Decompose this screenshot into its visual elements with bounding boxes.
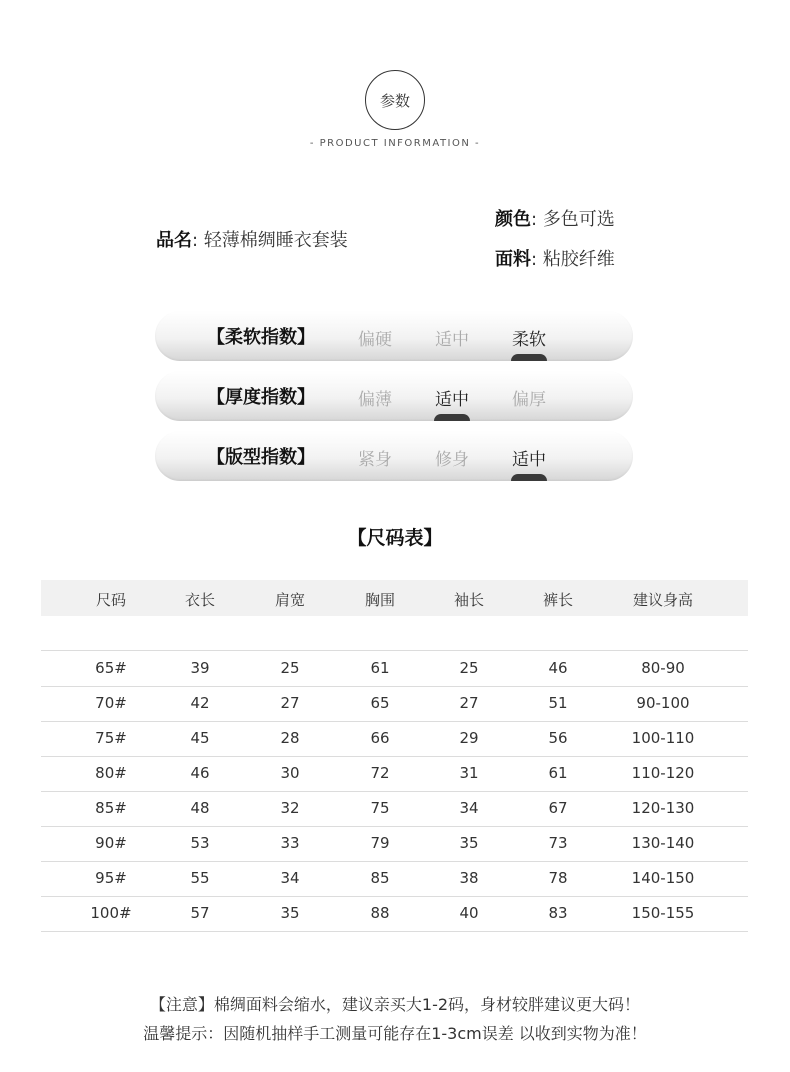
measurement-note: 温馨提示：因随机抽样手工测量可能存在1-3cm误差 以收到实物为准！ <box>143 1024 647 1043</box>
cell-shoulder: 33 <box>280 834 300 852</box>
care-note: 【注意】棉绸面料会缩水，建议亲买大1-2码，身材较胖建议更大码！ <box>149 995 641 1014</box>
thickness-indicator <box>434 414 470 421</box>
cell-chest: 75 <box>370 799 390 817</box>
product-color-row <box>495 205 615 231</box>
cell-pants-length: 78 <box>548 869 568 887</box>
cell-sleeve: 27 <box>459 694 479 712</box>
cell-sleeve: 34 <box>459 799 479 817</box>
table-row <box>41 791 748 827</box>
cell-pants-length: 61 <box>548 764 568 782</box>
size-table-title: 【尺码表】 <box>347 527 443 549</box>
cell-length: 57 <box>190 904 210 922</box>
cell-height: 90-100 <box>636 694 690 712</box>
cell-chest: 65 <box>370 694 390 712</box>
cell-size: 90# <box>95 834 127 852</box>
header-height: 建议身高 <box>632 591 693 609</box>
cell-height: 100-110 <box>631 729 695 747</box>
cell-chest: 88 <box>370 904 390 922</box>
cell-shoulder: 34 <box>280 869 300 887</box>
thickness-index-label: 【厚度指数】 <box>207 387 315 408</box>
cell-length: 53 <box>190 834 210 852</box>
cell-chest: 66 <box>370 729 390 747</box>
fit-option-2: 修身 <box>435 450 469 470</box>
cell-sleeve: 35 <box>459 834 479 852</box>
table-row <box>41 756 748 792</box>
table-row <box>41 826 748 862</box>
cell-length: 39 <box>190 659 210 677</box>
cell-length: 42 <box>190 694 210 712</box>
fit-indicator <box>511 474 547 481</box>
cell-height: 130-140 <box>631 834 695 852</box>
header-chest: 胸围 <box>364 591 395 609</box>
cell-length: 45 <box>190 729 210 747</box>
cell-chest: 72 <box>370 764 390 782</box>
table-row <box>41 896 748 932</box>
section-subtitle: - PRODUCT INFORMATION - <box>309 138 481 149</box>
fit-option-3: 适中 <box>512 450 546 470</box>
cell-sleeve: 40 <box>459 904 479 922</box>
softness-index-bar <box>155 311 633 361</box>
cell-pants-length: 67 <box>548 799 568 817</box>
header-sleeve: 袖长 <box>453 591 484 609</box>
header-shoulder: 肩宽 <box>274 591 305 609</box>
table-row <box>41 861 748 897</box>
cell-sleeve: 38 <box>459 869 479 887</box>
cell-size: 95# <box>95 869 127 887</box>
softness-index-label: 【柔软指数】 <box>207 327 315 348</box>
cell-length: 46 <box>190 764 210 782</box>
product-color-value: 多色可选 <box>542 209 615 230</box>
header-size: 尺码 <box>95 591 126 609</box>
cell-sleeve: 31 <box>459 764 479 782</box>
cell-height: 140-150 <box>631 869 695 887</box>
cell-size: 80# <box>95 764 127 782</box>
cell-pants-length: 56 <box>548 729 568 747</box>
table-row <box>41 686 748 722</box>
cell-length: 48 <box>190 799 210 817</box>
product-fabric-row <box>495 245 615 271</box>
cell-shoulder: 27 <box>280 694 300 712</box>
cell-shoulder: 28 <box>280 729 300 747</box>
table-row <box>41 651 748 687</box>
softness-option-1: 偏硬 <box>358 330 392 350</box>
cell-height: 110-120 <box>631 764 695 782</box>
cell-pants-length: 73 <box>548 834 568 852</box>
product-name-value: 轻薄棉绸睡衣套装 <box>203 230 348 251</box>
cell-sleeve: 25 <box>459 659 479 677</box>
cell-chest: 61 <box>370 659 390 677</box>
product-name-row <box>156 226 348 252</box>
fit-option-1: 紧身 <box>358 450 392 470</box>
cell-pants-length: 51 <box>548 694 568 712</box>
softness-option-3: 柔软 <box>512 330 546 350</box>
cell-size: 75# <box>95 729 127 747</box>
section-badge <box>365 70 425 130</box>
product-fabric-colon: : <box>531 249 538 270</box>
cell-chest: 79 <box>370 834 390 852</box>
cell-shoulder: 35 <box>280 904 300 922</box>
product-fabric-value: 粘胶纤维 <box>542 249 615 270</box>
cell-shoulder: 30 <box>280 764 300 782</box>
product-fabric-key: 面料 <box>495 249 531 270</box>
cell-shoulder: 25 <box>280 659 300 677</box>
header-length: 衣长 <box>184 591 215 609</box>
cell-shoulder: 32 <box>280 799 300 817</box>
product-name-colon: : <box>192 230 199 251</box>
cell-length: 55 <box>190 869 210 887</box>
softness-indicator <box>511 354 547 361</box>
cell-size: 70# <box>95 694 127 712</box>
cell-height: 80-90 <box>641 659 685 677</box>
product-name-key: 品名 <box>156 230 192 251</box>
cell-size: 65# <box>95 659 127 677</box>
cell-size: 100# <box>90 904 132 922</box>
product-color-key: 颜色 <box>495 209 531 230</box>
cell-size: 85# <box>95 799 127 817</box>
cell-height: 120-130 <box>631 799 695 817</box>
table-row <box>41 721 748 757</box>
cell-sleeve: 29 <box>459 729 479 747</box>
thickness-index-bar <box>155 371 633 421</box>
header-pants-length: 裤长 <box>542 591 573 609</box>
size-table-header <box>41 580 748 616</box>
thickness-option-1: 偏薄 <box>358 390 392 410</box>
thickness-option-3: 偏厚 <box>512 390 546 410</box>
cell-height: 150-155 <box>631 904 695 922</box>
cell-chest: 85 <box>370 869 390 887</box>
cell-pants-length: 46 <box>548 659 568 677</box>
section-badge-label: 参数 <box>379 91 410 110</box>
cell-pants-length: 83 <box>548 904 568 922</box>
fit-index-label: 【版型指数】 <box>207 447 315 468</box>
product-color-colon: : <box>531 209 538 230</box>
softness-option-2: 适中 <box>435 330 469 350</box>
thickness-option-2: 适中 <box>435 390 469 410</box>
fit-index-bar <box>155 431 633 481</box>
